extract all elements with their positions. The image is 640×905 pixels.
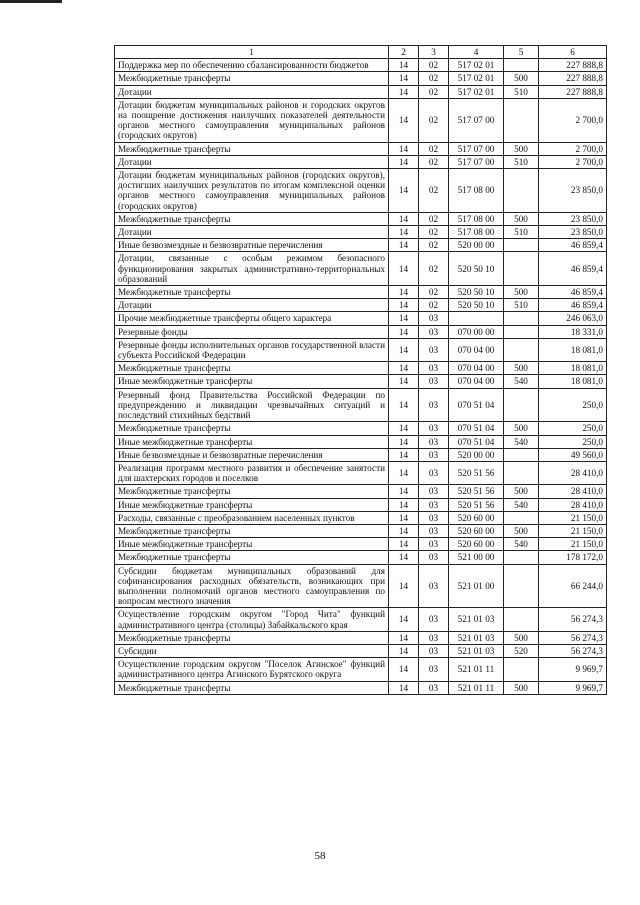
cell-target-item: 520 60 00 [449, 538, 504, 551]
table-row [115, 524, 607, 537]
cell-amount: 9 969,7 [539, 681, 607, 694]
cell-expense-type [504, 608, 539, 631]
cell-subsection: 02 [419, 252, 449, 286]
cell-name: Межбюджетные трансферты [115, 681, 389, 694]
cell-expense-type: 500 [504, 631, 539, 644]
cell-name: Межбюджетные трансферты [115, 524, 389, 537]
cell-section: 14 [389, 461, 419, 484]
cell-amount: 18 331,0 [539, 325, 607, 338]
cell-amount: 250,0 [539, 422, 607, 435]
cell-subsection: 03 [419, 461, 449, 484]
cell-target-item: 520 50 10 [449, 286, 504, 299]
header-row [115, 46, 607, 59]
table-row [115, 538, 607, 551]
cell-section: 14 [389, 85, 419, 98]
cell-section: 14 [389, 498, 419, 511]
table-row [115, 564, 607, 608]
cell-section: 14 [389, 226, 419, 239]
table-row [115, 325, 607, 338]
table-row [115, 511, 607, 524]
cell-name: Субсидии бюджетам муниципальных образований для софинансирования расходных обязательств, возникающих при выполнении полномочий органов местного самоуправления по вопросам местного значения [115, 564, 389, 608]
table-row [115, 608, 607, 631]
table-row [115, 658, 607, 681]
cell-name: Межбюджетные трансферты [115, 286, 389, 299]
cell-amount: 23 850,0 [539, 226, 607, 239]
cell-name: Межбюджетные трансферты [115, 551, 389, 564]
header-cell: 5 [504, 46, 539, 59]
cell-target-item: 520 00 00 [449, 239, 504, 252]
cell-target-item: 517 07 00 [449, 155, 504, 168]
cell-name: Резервные фонды исполнительных органов государственной власти субъекта Российской Федерации [115, 338, 389, 361]
cell-subsection: 03 [419, 608, 449, 631]
cell-amount: 46 859,4 [539, 286, 607, 299]
cell-subsection: 03 [419, 631, 449, 644]
cell-section: 14 [389, 59, 419, 72]
cell-subsection: 03 [419, 338, 449, 361]
cell-amount: 46 859,4 [539, 299, 607, 312]
table-row [115, 142, 607, 155]
cell-expense-type [504, 511, 539, 524]
cell-name: Иные межбюджетные трансферты [115, 375, 389, 388]
header-cell: 2 [389, 46, 419, 59]
cell-section: 14 [389, 155, 419, 168]
cell-expense-type: 510 [504, 299, 539, 312]
table-row [115, 59, 607, 72]
cell-expense-type [504, 239, 539, 252]
cell-expense-type [504, 59, 539, 72]
cell-target-item: 070 51 04 [449, 388, 504, 422]
cell-name: Субсидии [115, 644, 389, 657]
table-row [115, 239, 607, 252]
cell-name: Межбюджетные трансферты [115, 212, 389, 225]
cell-name: Дотации [115, 155, 389, 168]
cell-amount: 18 081,0 [539, 362, 607, 375]
cell-expense-type: 500 [504, 72, 539, 85]
table-row [115, 252, 607, 286]
table-row [115, 551, 607, 564]
cell-name: Реализация программ местного развития и обеспечение занятости для шахтерских городов и поселков [115, 461, 389, 484]
cell-name: Межбюджетные трансферты [115, 485, 389, 498]
cell-expense-type [504, 448, 539, 461]
cell-amount: 56 274,3 [539, 631, 607, 644]
cell-target-item: 520 00 00 [449, 448, 504, 461]
cell-subsection: 02 [419, 155, 449, 168]
cell-amount: 9 969,7 [539, 658, 607, 681]
cell-name: Иные безвозмездные и безвозвратные перечисления [115, 448, 389, 461]
cell-section: 14 [389, 212, 419, 225]
cell-name: Осуществление городским округом "Город Чита" функций административного центра (столицы) Забайкальского края [115, 608, 389, 631]
cell-section: 14 [389, 72, 419, 85]
cell-expense-type: 510 [504, 85, 539, 98]
cell-amount: 227 888,8 [539, 59, 607, 72]
cell-subsection: 03 [419, 511, 449, 524]
top-rule [0, 0, 62, 3]
table-row [115, 155, 607, 168]
cell-expense-type: 540 [504, 498, 539, 511]
cell-target-item: 070 51 04 [449, 435, 504, 448]
cell-target-item: 521 01 03 [449, 608, 504, 631]
cell-amount: 28 410,0 [539, 485, 607, 498]
cell-section: 14 [389, 169, 419, 213]
cell-name: Дотации [115, 85, 389, 98]
cell-subsection: 03 [419, 388, 449, 422]
cell-section: 14 [389, 98, 419, 142]
cell-amount: 18 081,0 [539, 338, 607, 361]
cell-section: 14 [389, 538, 419, 551]
cell-amount: 227 888,8 [539, 72, 607, 85]
cell-subsection: 02 [419, 226, 449, 239]
cell-section: 14 [389, 422, 419, 435]
cell-name: Иные межбюджетные трансферты [115, 498, 389, 511]
cell-target-item: 521 01 11 [449, 681, 504, 694]
cell-target-item: 070 04 00 [449, 362, 504, 375]
cell-name: Межбюджетные трансферты [115, 362, 389, 375]
cell-section: 14 [389, 511, 419, 524]
cell-target-item: 520 50 10 [449, 299, 504, 312]
cell-amount: 250,0 [539, 435, 607, 448]
cell-name: Межбюджетные трансферты [115, 422, 389, 435]
cell-target-item [449, 312, 504, 325]
cell-amount: 66 244,0 [539, 564, 607, 608]
cell-expense-type [504, 325, 539, 338]
cell-expense-type: 540 [504, 375, 539, 388]
table-row [115, 85, 607, 98]
table-row [115, 312, 607, 325]
table-row [115, 212, 607, 225]
cell-amount: 178 172,0 [539, 551, 607, 564]
cell-section: 14 [389, 252, 419, 286]
cell-target-item: 070 04 00 [449, 338, 504, 361]
cell-amount: 23 850,0 [539, 212, 607, 225]
cell-subsection: 03 [419, 681, 449, 694]
cell-section: 14 [389, 375, 419, 388]
cell-section: 14 [389, 658, 419, 681]
header-cell: 6 [539, 46, 607, 59]
cell-subsection: 03 [419, 538, 449, 551]
cell-subsection: 02 [419, 169, 449, 213]
cell-name: Дотации [115, 299, 389, 312]
table-row [115, 338, 607, 361]
table-row [115, 362, 607, 375]
cell-target-item: 520 51 56 [449, 461, 504, 484]
cell-subsection: 03 [419, 435, 449, 448]
cell-section: 14 [389, 448, 419, 461]
cell-expense-type: 500 [504, 681, 539, 694]
cell-subsection: 02 [419, 59, 449, 72]
cell-subsection: 03 [419, 422, 449, 435]
cell-amount: 246 063,0 [539, 312, 607, 325]
cell-target-item: 521 01 03 [449, 631, 504, 644]
cell-expense-type: 540 [504, 538, 539, 551]
cell-section: 14 [389, 312, 419, 325]
cell-expense-type [504, 98, 539, 142]
cell-expense-type: 510 [504, 226, 539, 239]
cell-target-item: 517 07 00 [449, 98, 504, 142]
table-row [115, 72, 607, 85]
cell-section: 14 [389, 681, 419, 694]
table-row [115, 422, 607, 435]
cell-target-item: 517 02 01 [449, 85, 504, 98]
cell-name: Расходы, связанные с преобразованием населенных пунктов [115, 511, 389, 524]
table-row [115, 226, 607, 239]
table-row [115, 448, 607, 461]
cell-target-item: 517 08 00 [449, 226, 504, 239]
cell-subsection: 03 [419, 498, 449, 511]
cell-amount: 21 150,0 [539, 538, 607, 551]
cell-subsection: 03 [419, 448, 449, 461]
cell-target-item: 520 60 00 [449, 524, 504, 537]
cell-target-item: 521 01 03 [449, 644, 504, 657]
cell-subsection: 02 [419, 142, 449, 155]
cell-target-item: 517 02 01 [449, 59, 504, 72]
table-row [115, 169, 607, 213]
cell-amount: 49 560,0 [539, 448, 607, 461]
table-row [115, 498, 607, 511]
cell-name: Резервные фонды [115, 325, 389, 338]
cell-section: 14 [389, 435, 419, 448]
cell-target-item: 070 04 00 [449, 375, 504, 388]
cell-amount: 250,0 [539, 388, 607, 422]
cell-expense-type: 510 [504, 155, 539, 168]
cell-name: Межбюджетные трансферты [115, 72, 389, 85]
cell-target-item: 517 02 01 [449, 72, 504, 85]
table-row [115, 375, 607, 388]
table-row [115, 461, 607, 484]
cell-target-item: 070 00 00 [449, 325, 504, 338]
cell-expense-type: 540 [504, 435, 539, 448]
cell-subsection: 03 [419, 312, 449, 325]
table-row [115, 435, 607, 448]
cell-expense-type: 500 [504, 485, 539, 498]
cell-subsection: 02 [419, 239, 449, 252]
cell-name: Иные безвозмездные и безвозвратные перечисления [115, 239, 389, 252]
cell-name: Иные межбюджетные трансферты [115, 538, 389, 551]
table-row [115, 631, 607, 644]
cell-expense-type [504, 658, 539, 681]
cell-subsection: 02 [419, 299, 449, 312]
cell-amount: 21 150,0 [539, 524, 607, 537]
cell-name: Дотации, связанные с особым режимом безопасного функционирования закрытых административно-территориальных образований [115, 252, 389, 286]
cell-subsection: 03 [419, 524, 449, 537]
cell-amount: 2 700,0 [539, 98, 607, 142]
cell-expense-type: 500 [504, 422, 539, 435]
cell-expense-type: 500 [504, 286, 539, 299]
header-cell: 3 [419, 46, 449, 59]
cell-amount: 56 274,3 [539, 608, 607, 631]
cell-amount: 56 274,3 [539, 644, 607, 657]
cell-subsection: 03 [419, 551, 449, 564]
cell-target-item: 521 00 00 [449, 551, 504, 564]
cell-amount: 46 859,4 [539, 239, 607, 252]
header-cell: 1 [115, 46, 389, 59]
cell-name: Иные межбюджетные трансферты [115, 435, 389, 448]
cell-target-item: 520 60 00 [449, 511, 504, 524]
header-cell: 4 [449, 46, 504, 59]
table-row [115, 388, 607, 422]
cell-expense-type [504, 169, 539, 213]
cell-target-item: 517 08 00 [449, 212, 504, 225]
cell-expense-type [504, 564, 539, 608]
cell-section: 14 [389, 485, 419, 498]
cell-section: 14 [389, 524, 419, 537]
cell-expense-type: 520 [504, 644, 539, 657]
table-row [115, 681, 607, 694]
cell-amount: 23 850,0 [539, 169, 607, 213]
cell-target-item: 070 51 04 [449, 422, 504, 435]
cell-amount: 28 410,0 [539, 461, 607, 484]
cell-amount: 2 700,0 [539, 142, 607, 155]
cell-section: 14 [389, 299, 419, 312]
cell-subsection: 03 [419, 325, 449, 338]
cell-subsection: 02 [419, 72, 449, 85]
cell-subsection: 03 [419, 644, 449, 657]
cell-target-item: 520 50 10 [449, 252, 504, 286]
cell-subsection: 03 [419, 564, 449, 608]
cell-expense-type [504, 461, 539, 484]
cell-name: Дотации [115, 226, 389, 239]
cell-name: Дотации бюджетам муниципальных районов (городских округов), достигших наилучших результатов по итогам комплексной оценки органов местного самоуправления муниципальных районов (городских округов) [115, 169, 389, 213]
cell-subsection: 03 [419, 362, 449, 375]
cell-subsection: 03 [419, 658, 449, 681]
page-number: 58 [314, 850, 326, 862]
cell-expense-type: 500 [504, 142, 539, 155]
cell-section: 14 [389, 286, 419, 299]
table-row [115, 286, 607, 299]
cell-name: Межбюджетные трансферты [115, 142, 389, 155]
cell-name: Межбюджетные трансферты [115, 631, 389, 644]
cell-amount: 2 700,0 [539, 155, 607, 168]
cell-target-item: 520 51 56 [449, 498, 504, 511]
cell-section: 14 [389, 388, 419, 422]
cell-target-item: 521 01 11 [449, 658, 504, 681]
cell-expense-type: 500 [504, 362, 539, 375]
cell-expense-type: 500 [504, 524, 539, 537]
cell-subsection: 03 [419, 485, 449, 498]
cell-expense-type [504, 252, 539, 286]
cell-target-item: 517 07 00 [449, 142, 504, 155]
cell-subsection: 02 [419, 98, 449, 142]
table-row [115, 644, 607, 657]
cell-section: 14 [389, 142, 419, 155]
cell-name: Осуществление городским округом "Поселок Агинское" функций административного центра Агинского Бурятского округа [115, 658, 389, 681]
cell-target-item: 520 51 56 [449, 485, 504, 498]
cell-expense-type: 500 [504, 212, 539, 225]
cell-subsection: 02 [419, 212, 449, 225]
cell-amount: 28 410,0 [539, 498, 607, 511]
cell-expense-type [504, 338, 539, 361]
table-row [115, 98, 607, 142]
table-row [115, 299, 607, 312]
cell-section: 14 [389, 338, 419, 361]
cell-amount: 46 859,4 [539, 252, 607, 286]
cell-name: Поддержка мер по обеспечению сбалансированности бюджетов [115, 59, 389, 72]
cell-expense-type [504, 312, 539, 325]
cell-expense-type [504, 388, 539, 422]
cell-section: 14 [389, 564, 419, 608]
cell-name: Прочие межбюджетные трансферты общего характера [115, 312, 389, 325]
cell-expense-type [504, 551, 539, 564]
cell-subsection: 02 [419, 85, 449, 98]
cell-name: Дотации бюджетам муниципальных районов и городских округов на поощрение достижения наилучших показателей деятельности органов местного самоуправления муниципальных районов (городских округов) [115, 98, 389, 142]
cell-section: 14 [389, 362, 419, 375]
cell-subsection: 02 [419, 286, 449, 299]
cell-section: 14 [389, 239, 419, 252]
cell-section: 14 [389, 608, 419, 631]
cell-amount: 18 081,0 [539, 375, 607, 388]
budget-table [114, 45, 607, 695]
cell-target-item: 521 01 00 [449, 564, 504, 608]
cell-section: 14 [389, 644, 419, 657]
cell-section: 14 [389, 551, 419, 564]
cell-amount: 227 888,8 [539, 85, 607, 98]
table-body [115, 46, 607, 695]
cell-section: 14 [389, 325, 419, 338]
cell-subsection: 03 [419, 375, 449, 388]
table-row [115, 485, 607, 498]
cell-target-item: 517 08 00 [449, 169, 504, 213]
cell-amount: 21 150,0 [539, 511, 607, 524]
cell-name: Резервный фонд Правительства Российской Федерации по предупреждению и ликвидации чрезвычайных ситуаций и последствий стихийных бедствий [115, 388, 389, 422]
cell-section: 14 [389, 631, 419, 644]
